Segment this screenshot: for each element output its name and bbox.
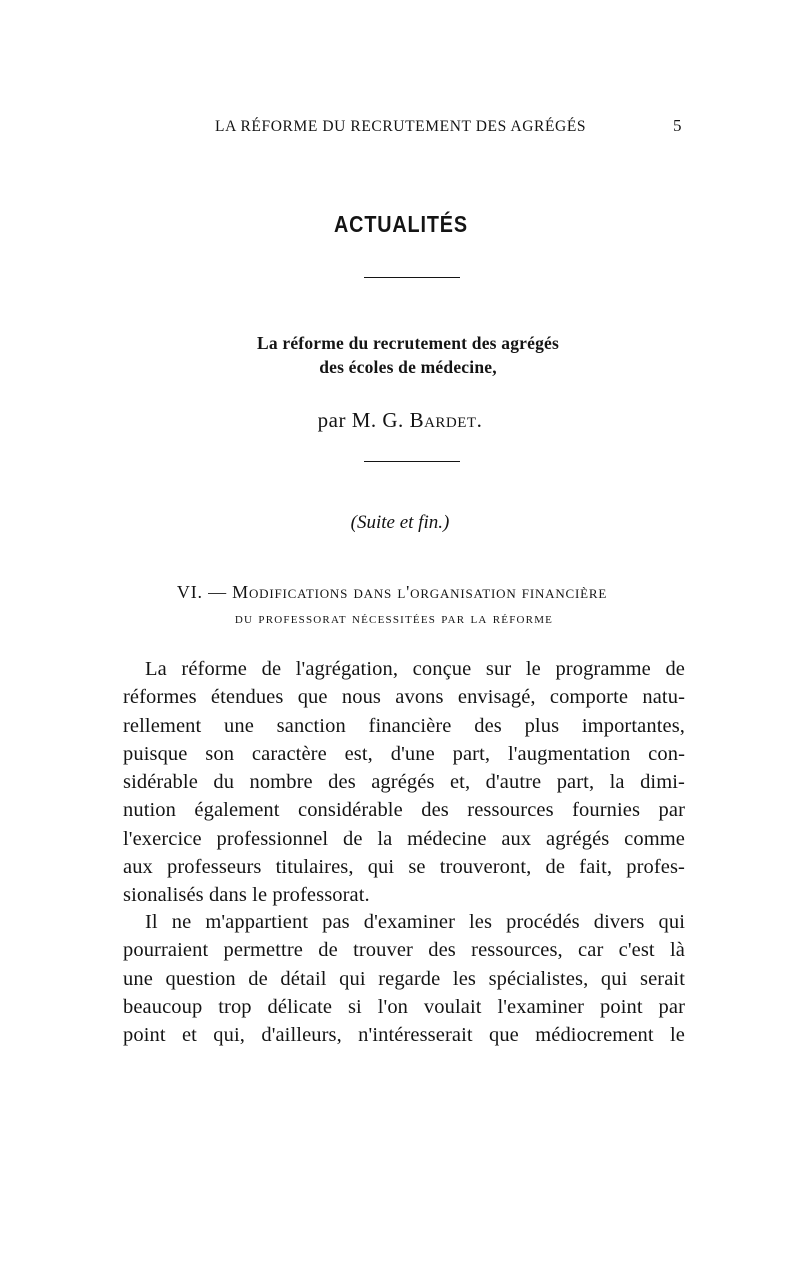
text-line: rellement une sanction financière des plus importantes,: [123, 714, 685, 737]
byline-author: Bardet.: [409, 408, 483, 432]
page-number: 5: [673, 116, 682, 135]
text-line: point et qui, d'ailleurs, n'intéresserait que médiocrement le: [123, 1024, 685, 1047]
text-line: l'exercice professionnel de la médecine aux agrégés comme: [123, 827, 685, 850]
text-line: La réforme de l'agrégation, conçue sur le programme de: [145, 658, 685, 680]
text-line: une question de détail qui regarde les spécialistes, qui serait: [123, 967, 685, 990]
byline: [0, 408, 800, 433]
divider-rule: [364, 277, 460, 278]
text-line: beaucoup trop délicate si l'on voulait l'examiner point par: [123, 995, 685, 1018]
body-paragraph: [123, 655, 685, 910]
text-line: sionalisés dans le professorat.: [123, 884, 370, 907]
text-line: sidérable du nombre des agrégés et, d'autre part, la dimi-: [123, 771, 685, 794]
text-line: pourraient permettre de trouver des ressources, car c'est là: [123, 939, 685, 962]
text-line: nution également considérable des ressources fournies par: [123, 799, 685, 822]
section-heading-line-1: VI. — Modifications dans l'organisation financière: [176, 582, 608, 602]
text-line: aux professeurs titulaires, qui se trouveront, de fait, profes-: [123, 856, 685, 879]
text-line: Il ne m'appartient pas d'examiner les procédés divers qui: [145, 911, 685, 933]
section-heading-line-2: du professorat nécessitées par la réforme: [234, 610, 554, 627]
body-paragraph: [123, 908, 685, 1049]
section-title: ACTUALITÉS: [334, 211, 468, 237]
continued-note: (Suite et fin.): [350, 512, 450, 533]
text-line: puisque son caractère est, d'une part, l'augmentation con-: [123, 742, 685, 765]
text-line: réformes étendues que nous avons envisagé, comporte natu-: [123, 686, 685, 709]
running-head-title: LA RÉFORME DU RECRUTEMENT DES AGRÉGÉS: [215, 118, 587, 135]
byline-prefix: par M. G.: [317, 408, 410, 432]
article-title-line-1: La réforme du recrutement des agrégés: [256, 333, 560, 353]
divider-rule: [364, 461, 460, 462]
article-title-line-2: des écoles de médecine,: [319, 357, 497, 377]
